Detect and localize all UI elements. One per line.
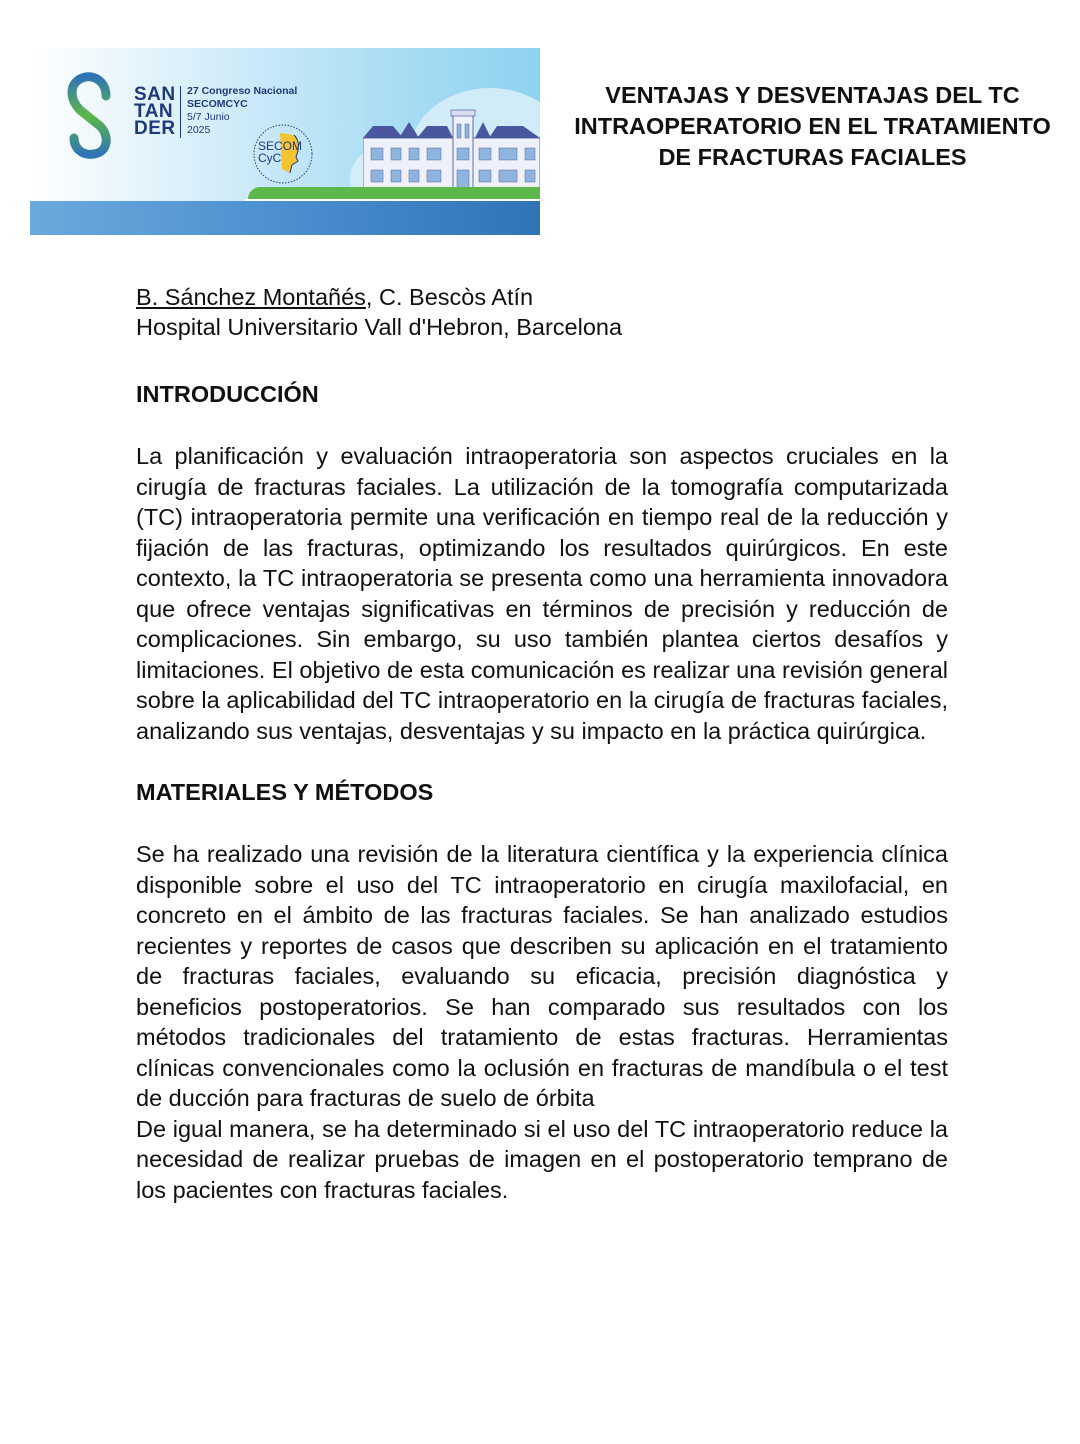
- presenting-author: B. Sánchez Montañés: [136, 284, 366, 310]
- society-logo-line: SECOM: [258, 139, 303, 153]
- document-body: [136, 282, 948, 1205]
- santander-s-logo-icon: [62, 68, 118, 160]
- congress-year: 2025: [187, 124, 211, 136]
- section-heading-materiales-metodos: MATERIALES Y MÉTODOS: [136, 779, 434, 805]
- city-line: TAN: [134, 101, 174, 122]
- section-paragraph: De igual manera, se ha determinado si el uso del TC intraoperatorio reduce la necesidad de realizar pruebas de imagen en el postoperatorio temprano de los pacientes con fracturas faciales.: [136, 1115, 948, 1203]
- document-title: VENTAJAS Y DESVENTAJAS DEL TC INTRAOPERATORIO EN EL TRATAMIENTO DE FRACTURAS FACIALES: [574, 82, 1051, 170]
- author-separator: ,: [365, 284, 379, 310]
- grass-strip: [248, 187, 540, 199]
- section-heading-introduccion: INTRODUCCIÓN: [136, 381, 319, 407]
- city-wordmark: [134, 86, 176, 137]
- congress-name: 27 Congreso Nacional: [187, 85, 298, 97]
- society-logo-line: CyC: [258, 151, 282, 165]
- city-line: SAN: [134, 84, 176, 105]
- section-paragraph: Se ha realizado una revisión de la literatura científica y la experiencia clínica disponible sobre el uso del TC intraoperatorio en cirugía maxilofacial, en concreto en el ámbito de las fracturas faciales. Se han analizado estudios recientes y reportes de casos que describen su aplicación en el tratamiento de fracturas faciales, evaluando su eficacia, precisión diagnóstica y beneficios postoperatorios. Se han comparado sus resultados con los métodos tradicionales del tratamiento de estas fracturas. Herramientas clínicas convencionales como la oclusión en fracturas de mandíbula o el test de ducción para fracturas de suelo de órbita: [136, 841, 948, 1111]
- author-list: [136, 282, 948, 312]
- affiliation: Hospital Universitario Vall d'Hebron, Barcelona: [136, 314, 623, 340]
- coauthors: C. Bescòs Atín: [378, 284, 534, 310]
- wordmark-divider: [180, 86, 181, 138]
- congress-banner: [30, 48, 540, 235]
- society-logo-text: [258, 140, 302, 164]
- city-line: DER: [134, 118, 176, 139]
- banner-bottom-band: [30, 201, 540, 235]
- section-paragraph: La planificación y evaluación intraoperatoria son aspectos cruciales en la cirugía de fracturas faciales. La utilización de la tomografía computarizada (TC) intraoperatoria permite una verificación en tiempo real de la reducción y fijación de las fracturas, optimizando los resultados quirúrgicos. En este contexto, la TC intraoperatoria se presenta como una herramienta innovadora que ofrece ventajas significativas en términos de precisión y reducción de complicaciones. Sin embargo, su uso también plantea ciertos desafíos y limitaciones. El objetivo de esta comunicación es realizar una revisión general sobre la aplicabilidad del TC intraoperatorio en la cirugía de fracturas faciales, analizando sus ventajas, desventajas y su impacto en la práctica quirúrgica.: [136, 443, 948, 744]
- congress-dates: 5/7 Junio: [187, 111, 230, 123]
- congress-society: SECOMCYC: [187, 98, 248, 110]
